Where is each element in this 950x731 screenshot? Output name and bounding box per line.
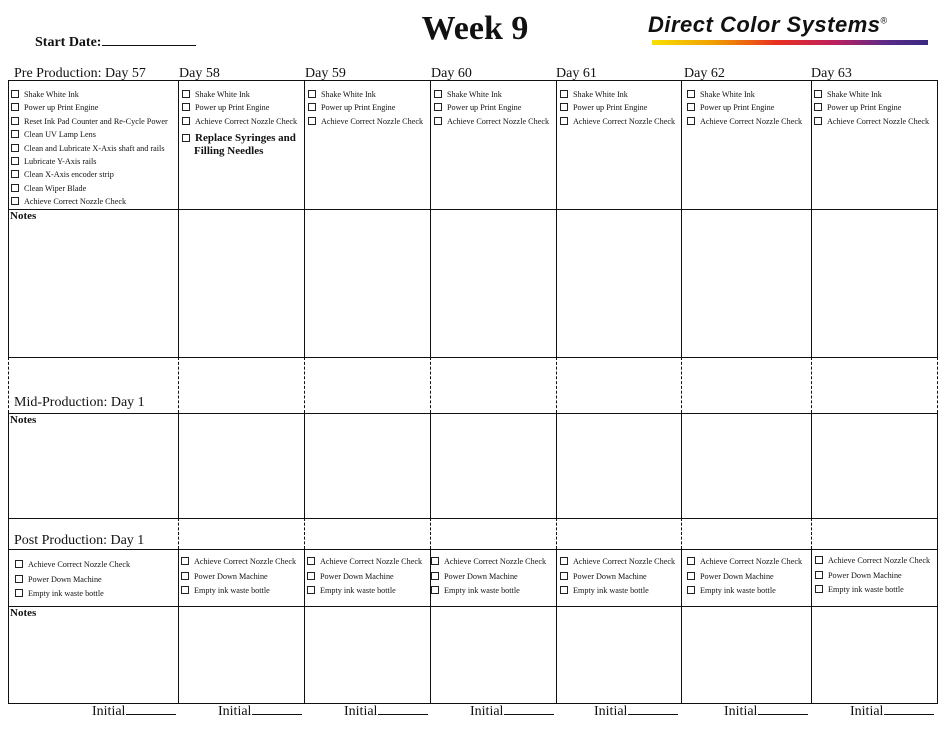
checklist-item[interactable]: Power Down Machine [687, 570, 802, 585]
post-checklist-col-2 [181, 555, 296, 599]
checkbox[interactable] [307, 586, 315, 594]
checkbox[interactable] [15, 560, 23, 568]
checkbox[interactable] [687, 572, 695, 580]
logo-color-bar [652, 40, 928, 45]
checklist-item[interactable]: Shake White Ink [814, 88, 929, 101]
initial-field-58[interactable]: Initial [218, 702, 302, 720]
checkbox[interactable] [560, 103, 568, 111]
checklist-item[interactable]: Empty ink waste bottle [431, 584, 546, 599]
post-checklist-col-5 [560, 555, 675, 599]
initial-blank[interactable] [378, 702, 428, 715]
checklist-day-57 [11, 88, 168, 209]
post-production-heading: Post Production: Day 1 [14, 533, 145, 548]
post-checklist-col-1 [15, 558, 130, 602]
notes-label-post: Notes [10, 607, 37, 619]
checkbox[interactable] [11, 144, 19, 152]
checklist-item[interactable]: Power up Print Engine [182, 101, 314, 114]
checkbox[interactable] [687, 103, 695, 111]
day-heading-57: Pre Production: Day 57 [14, 66, 146, 81]
checkbox[interactable] [434, 90, 442, 98]
checklist-item[interactable]: Empty ink waste bottle [815, 583, 930, 598]
checkbox[interactable] [11, 103, 19, 111]
grid-line [8, 413, 9, 703]
checklist-day-62 [687, 88, 802, 128]
grid-line [430, 357, 431, 413]
checkbox[interactable] [815, 571, 823, 579]
checklist-day-58 [182, 88, 314, 158]
checkbox[interactable] [182, 117, 190, 125]
grid-line [8, 80, 9, 357]
checklist-item[interactable]: Power up Print Engine [434, 101, 549, 114]
grid-line [681, 413, 682, 518]
checklist-item[interactable]: Achieve Correct Nozzle Check [687, 115, 802, 128]
checklist-item[interactable]: Achieve Correct Nozzle Check [308, 115, 423, 128]
checklist-item[interactable]: Achieve Correct Nozzle Check [434, 115, 549, 128]
grid-line [811, 80, 812, 357]
page-title: Week 9 [421, 10, 529, 47]
checkbox[interactable] [11, 130, 19, 138]
grid-line [937, 413, 938, 703]
checkbox[interactable] [431, 572, 439, 580]
grid-line [8, 209, 938, 210]
checklist-item[interactable]: Power up Print Engine [814, 101, 929, 114]
grid-line [8, 357, 938, 358]
checklist-item[interactable]: Shake White Ink [308, 88, 423, 101]
checklist-item[interactable]: Power up Print Engine [687, 101, 802, 114]
checklist-item[interactable]: Power Down Machine [431, 570, 546, 585]
checklist-item[interactable]: Power Down Machine [181, 570, 296, 585]
grid-line [811, 549, 812, 703]
checkbox[interactable] [814, 103, 822, 111]
checklist-item[interactable]: Shake White Ink [560, 88, 675, 101]
grid-line [8, 357, 9, 413]
checkbox[interactable] [687, 586, 695, 594]
checklist-item[interactable]: Power up Print Engine [11, 101, 168, 114]
checklist-item[interactable]: Power Down Machine [815, 569, 930, 584]
initial-field-62[interactable]: Initial [724, 702, 808, 720]
checklist-item[interactable]: Power Down Machine [560, 570, 675, 585]
notes-label-mid: Notes [10, 414, 37, 426]
checkbox[interactable] [11, 170, 19, 178]
checklist-item[interactable]: Clean UV Lamp Lens [11, 128, 168, 141]
day-heading-61: Day 61 [556, 66, 597, 81]
grid-line [681, 549, 682, 703]
checklist-item[interactable]: Empty ink waste bottle [181, 584, 296, 599]
grid-line [178, 518, 179, 549]
checklist-item[interactable]: Achieve Correct Nozzle Check [560, 555, 675, 570]
checklist-item[interactable]: Power up Print Engine [308, 101, 423, 114]
grid-line [937, 357, 938, 413]
checkbox[interactable] [814, 90, 822, 98]
checklist-item[interactable]: Reset Ink Pad Counter and Re-Cycle Power [11, 115, 168, 128]
checklist-item[interactable]: Achieve Correct Nozzle Check [815, 554, 930, 569]
initial-field-59[interactable]: Initial [344, 702, 428, 720]
grid-line [8, 518, 938, 519]
start-date-label: Start Date: [35, 35, 102, 50]
grid-line [304, 518, 305, 549]
checkbox[interactable] [815, 585, 823, 593]
checkbox[interactable] [307, 557, 315, 565]
grid-line [8, 549, 938, 550]
checklist-day-61 [560, 88, 675, 128]
initial-field-61[interactable]: Initial [594, 702, 678, 720]
checkbox[interactable] [182, 103, 190, 111]
grid-line [178, 549, 179, 703]
grid-line [681, 357, 682, 413]
checklist-item[interactable]: Achieve Correct Nozzle Check [15, 558, 130, 573]
checklist-item[interactable]: Achieve Correct Nozzle Check [814, 115, 929, 128]
initial-field-57[interactable]: Initial [92, 702, 176, 720]
day-heading-63: Day 63 [811, 66, 852, 81]
checkbox[interactable] [181, 586, 189, 594]
grid-line [681, 518, 682, 549]
checkbox[interactable] [560, 557, 568, 565]
grid-line [304, 413, 305, 518]
checkbox[interactable] [815, 556, 823, 564]
registered-mark: ® [880, 15, 888, 26]
day-heading-58: Day 58 [179, 66, 220, 81]
checklist-item[interactable]: Empty ink waste bottle [560, 584, 675, 599]
checklist-item[interactable]: Power Down Machine [15, 573, 130, 588]
day-heading-59: Day 59 [305, 66, 346, 81]
grid-line [430, 518, 431, 549]
grid-line [556, 80, 557, 357]
day-heading-60: Day 60 [431, 66, 472, 81]
checkbox[interactable] [431, 557, 439, 565]
checklist-item[interactable]: Shake White Ink [182, 88, 314, 101]
checkbox[interactable] [560, 586, 568, 594]
checklist-item[interactable]: Clean X-Axis encoder strip [11, 168, 168, 181]
checkbox[interactable] [307, 572, 315, 580]
checkbox[interactable] [434, 117, 442, 125]
checkbox[interactable] [308, 90, 316, 98]
checkbox[interactable] [11, 117, 19, 125]
grid-line [556, 357, 557, 413]
initial-blank[interactable] [628, 702, 678, 715]
checkbox[interactable] [11, 184, 19, 192]
checklist-item[interactable]: Empty ink waste bottle [15, 587, 130, 602]
checkbox[interactable] [434, 103, 442, 111]
grid-line [8, 80, 938, 81]
checkbox[interactable] [308, 117, 316, 125]
checkbox[interactable] [181, 557, 189, 565]
day-heading-62: Day 62 [684, 66, 725, 81]
initial-field-60[interactable]: Initial [470, 702, 554, 720]
logo-text: Direct Color Systems [648, 12, 881, 37]
grid-line [937, 80, 938, 357]
grid-line [8, 606, 938, 607]
checklist-item[interactable]: Clean and Lubricate X-Axis shaft and rails [11, 142, 168, 155]
grid-line [178, 413, 179, 518]
checkbox[interactable] [181, 572, 189, 580]
grid-line [556, 549, 557, 703]
checkbox[interactable] [15, 589, 23, 597]
grid-line [430, 80, 431, 357]
checklist-item[interactable]: Achieve Correct Nozzle Check [307, 555, 422, 570]
checkbox[interactable] [182, 134, 190, 142]
checklist-item[interactable]: Power up Print Engine [560, 101, 675, 114]
start-date-blank[interactable] [102, 32, 196, 46]
company-logo [648, 10, 938, 50]
checkbox[interactable] [308, 103, 316, 111]
checkbox[interactable] [15, 575, 23, 583]
grid-line [811, 413, 812, 518]
checkbox[interactable] [11, 197, 19, 205]
checkbox[interactable] [431, 586, 439, 594]
grid-line [556, 518, 557, 549]
checklist-item[interactable]: Shake White Ink [434, 88, 549, 101]
checkbox[interactable] [11, 90, 19, 98]
initial-blank[interactable] [252, 702, 302, 715]
notes-label-pre: Notes [10, 210, 37, 222]
checklist-item[interactable]: Achieve Correct Nozzle Check [11, 195, 168, 208]
checklist-day-60 [434, 88, 549, 128]
checkbox[interactable] [814, 117, 822, 125]
checklist-item[interactable]: Achieve Correct Nozzle Check [181, 555, 296, 570]
post-checklist-col-6 [687, 555, 802, 599]
initial-blank[interactable] [884, 702, 934, 715]
initial-field-63[interactable]: Initial [850, 702, 934, 720]
post-checklist-col-4 [431, 555, 546, 599]
checkbox[interactable] [11, 157, 19, 165]
grid-line [681, 80, 682, 357]
checkbox[interactable] [182, 90, 190, 98]
grid-line [430, 413, 431, 518]
grid-line [178, 357, 179, 413]
grid-line [304, 357, 305, 413]
grid-line [811, 518, 812, 549]
checklist-item[interactable]: Empty ink waste bottle [307, 584, 422, 599]
grid-line [304, 549, 305, 703]
start-date-field[interactable] [35, 32, 196, 51]
grid-line [556, 413, 557, 518]
grid-line [811, 357, 812, 413]
initial-blank[interactable] [504, 702, 554, 715]
checkbox[interactable] [560, 117, 568, 125]
checklist-item[interactable]: Empty ink waste bottle [687, 584, 802, 599]
checkbox[interactable] [687, 557, 695, 565]
checklist-item[interactable]: Clean Wiper Blade [11, 182, 168, 195]
checklist-item[interactable]: Achieve Correct Nozzle Check [431, 555, 546, 570]
initial-blank[interactable] [758, 702, 808, 715]
checklist-item[interactable]: Achieve Correct Nozzle Check [182, 115, 314, 128]
checklist-item[interactable]: Power Down Machine [307, 570, 422, 585]
checkbox[interactable] [687, 117, 695, 125]
mid-production-heading: Mid-Production: Day 1 [14, 395, 145, 410]
checklist-item[interactable]: Achieve Correct Nozzle Check [687, 555, 802, 570]
grid-line [178, 80, 179, 357]
checklist-item[interactable]: Shake White Ink [687, 88, 802, 101]
checklist-day-59 [308, 88, 423, 128]
post-checklist-col-3 [307, 555, 422, 599]
checklist-item[interactable]: Achieve Correct Nozzle Check [560, 115, 675, 128]
grid-line [8, 413, 938, 414]
initial-blank[interactable] [126, 702, 176, 715]
checkbox[interactable] [560, 572, 568, 580]
post-checklist-col-7 [815, 554, 930, 598]
checkbox[interactable] [687, 90, 695, 98]
checklist-day-63 [814, 88, 929, 128]
checklist-item[interactable]: Lubricate Y-Axis rails [11, 155, 168, 168]
checkbox[interactable] [560, 90, 568, 98]
checklist-item-replace-syringes[interactable]: Replace Syringes and Filling Needles [182, 132, 314, 158]
checklist-item[interactable]: Shake White Ink [11, 88, 168, 101]
